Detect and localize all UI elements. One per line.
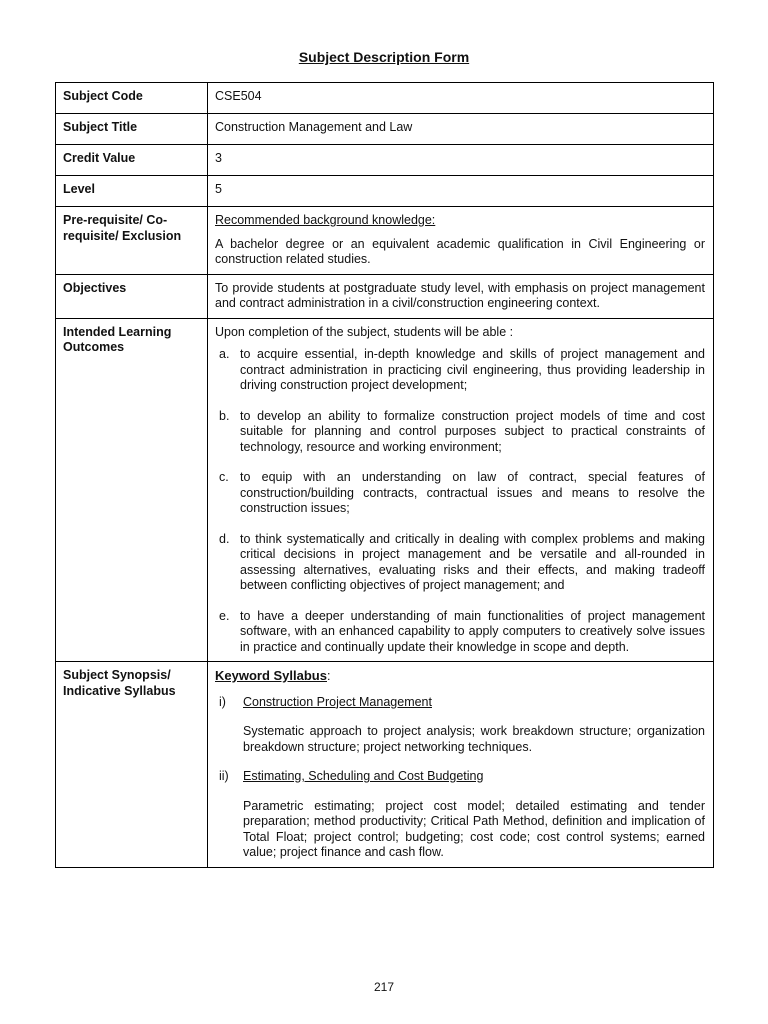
list-text: to equip with an understanding on law of contract, special features of construction/building contracts, contractual issues and means to resolve the construction issues; [240, 470, 705, 515]
credit-value-value: 3 [208, 145, 714, 176]
prerequisite-value [208, 207, 714, 275]
row-objectives [56, 274, 714, 318]
objectives-text: To provide students at postgraduate study level, with emphasis on project management and contract administration in a civil/construction engineering context. [208, 274, 714, 318]
syllabus-section-heading [215, 695, 705, 711]
list-marker: e. [219, 608, 230, 623]
syllabus-section-heading [215, 769, 705, 785]
subject-description-table [55, 82, 714, 868]
list-item [215, 532, 705, 594]
row-prerequisite [56, 207, 714, 275]
row-credit-value [56, 145, 714, 176]
list-item [215, 470, 705, 517]
list-marker: a. [219, 347, 230, 361]
row-subject-title [56, 114, 714, 145]
list-text: to have a deeper understanding of main functionalities of project management software, with an enhanced capability to apply computers to creatively solve issues in practice and continually update their knowledge in scope and depth. [240, 608, 705, 654]
section-title: Estimating, Scheduling and Cost Budgeting [243, 769, 484, 783]
list-item [215, 609, 705, 656]
list-marker: d. [219, 531, 230, 546]
learning-outcomes-intro: Upon completion of the subject, students will be able : [215, 324, 514, 339]
list-item [215, 347, 705, 394]
list-marker: b. [219, 408, 230, 423]
keyword-syllabus-heading [215, 668, 705, 685]
page-number: 217 [373, 980, 395, 994]
row-subject-code [56, 83, 714, 114]
level-value: 5 [208, 176, 714, 207]
learning-outcomes-label: Intended Learning Outcomes [56, 318, 208, 662]
prerequisite-text: A bachelor degree or an equivalent academic qualification in Civil Engineering or construction related studies. [215, 236, 705, 266]
list-marker: c. [219, 470, 229, 484]
credit-value-label: Credit Value [56, 145, 208, 176]
list-text: to think systematically and critically in dealing with complex problems and making critical decisions in project management and be versatile and all-rounded in assessing alternatives, evaluating risks and their effects, and making tradeoff between conflicting objectives of project management; and [240, 531, 705, 592]
synopsis-label: Subject Synopsis/ Indicative Syllabus [56, 662, 208, 868]
synopsis-value [208, 662, 714, 868]
section-text: Systematic approach to project analysis; work breakdown structure; organization breakdown structure; project networking techniques. [243, 724, 705, 754]
list-text: to acquire essential, in-depth knowledge and skills of project management and contract administration in practicing civil engineering, thus providing leadership in driving construction project development; [240, 347, 705, 392]
prerequisite-label: Pre-requisite/ Co-requisite/ Exclusion [56, 207, 208, 275]
level-label: Level [56, 176, 208, 207]
subject-code-label: Subject Code [56, 83, 208, 114]
learning-outcomes-value [208, 318, 714, 662]
subject-code-value: CSE504 [208, 83, 714, 114]
section-title: Construction Project Management [243, 694, 432, 709]
list-text: to develop an ability to formalize construction project models of time and cost suitable for planning and control purposes subject to practical constraints of technology, resource and working environment; [240, 408, 705, 454]
row-synopsis [56, 662, 714, 868]
keyword-syllabus-title: Keyword Syllabus [215, 668, 327, 683]
list-item [215, 409, 705, 456]
keyword-syllabus-colon: : [326, 669, 331, 683]
subject-title-value: Construction Management and Law [208, 114, 714, 145]
learning-outcomes-list [215, 347, 705, 655]
section-text: Parametric estimating; project cost model; detailed estimating and tender preparation; method productivity; Critical Path Method, definition and implication of Total Float; project control; budgeting; cost code; cost control systems; earned value; project finance and cash flow. [243, 798, 705, 859]
subject-title-label: Subject Title [56, 114, 208, 145]
section-marker: i) [219, 694, 226, 709]
row-learning-outcomes [56, 318, 714, 662]
row-level [56, 176, 714, 207]
form-title: Subject Description Form [298, 49, 470, 65]
prerequisite-heading: Recommended background knowledge: [215, 213, 436, 227]
section-marker: ii) [219, 769, 229, 783]
objectives-label: Objectives [56, 274, 208, 318]
